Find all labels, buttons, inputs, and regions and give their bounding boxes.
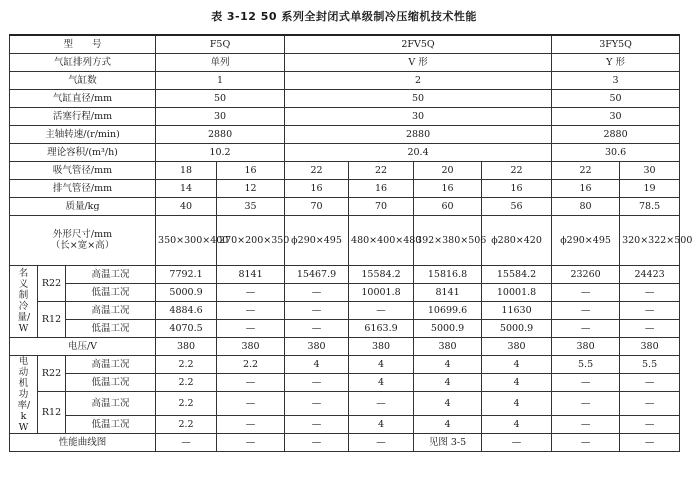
cell-value: 1 (156, 71, 285, 89)
cell-value: 56 (482, 197, 552, 215)
cell-value: — (217, 301, 285, 319)
cell-value: 380 (217, 337, 285, 355)
cell-value: 3 (552, 71, 680, 89)
cell-value: 2880 (285, 125, 552, 143)
condition-label: 低温工况 (66, 283, 156, 301)
cell-value: 16 (552, 179, 620, 197)
condition-label: 低温工况 (66, 415, 156, 433)
cell-value: 8141 (414, 283, 482, 301)
table-row (10, 265, 680, 283)
row-label: 质量/kg (10, 197, 156, 215)
table-row (10, 373, 680, 391)
cell-value: — (217, 415, 285, 433)
cell-value: 2.2 (217, 355, 285, 373)
cell-value: 35 (217, 197, 285, 215)
cell-value: — (552, 391, 620, 415)
cell-value: 380 (552, 337, 620, 355)
cell-value: 4 (414, 415, 482, 433)
cell-value: — (285, 301, 349, 319)
cell-value: 20 (414, 161, 482, 179)
cell-value: 5000.9 (414, 319, 482, 337)
cell-value: 4 (349, 355, 414, 373)
cell-value: 2880 (552, 125, 680, 143)
cell-value: 50 (552, 89, 680, 107)
cell-value: 16 (349, 179, 414, 197)
cell-value: 4 (414, 391, 482, 415)
cell-value: 4 (414, 355, 482, 373)
cell-value: 40 (156, 197, 217, 215)
cell-value: 78.5 (620, 197, 680, 215)
model-label: 型 号 (10, 35, 156, 53)
cell-value: 10001.8 (349, 283, 414, 301)
row-label: 气缸数 (10, 71, 156, 89)
cell-value: 4 (482, 391, 552, 415)
cell-value: — (552, 373, 620, 391)
cell-value: 16 (285, 179, 349, 197)
cell-value: 50 (156, 89, 285, 107)
cell-value: 5000.9 (156, 283, 217, 301)
cell-value: 50 (285, 89, 552, 107)
cell-value: — (285, 283, 349, 301)
cell-value: 4 (414, 373, 482, 391)
condition-label: 低温工况 (66, 373, 156, 391)
cell-value: 15584.2 (482, 265, 552, 283)
cell-value: 2880 (156, 125, 285, 143)
cell-value: — (620, 319, 680, 337)
cell-value: 320×322×500 (620, 215, 680, 265)
cell-value: 15467.9 (285, 265, 349, 283)
table-row (10, 197, 680, 215)
cell-value: 2.2 (156, 415, 217, 433)
cell-value: — (285, 319, 349, 337)
table-row (10, 143, 680, 161)
cell-value: Y 形 (552, 53, 680, 71)
condition-label: 高温工况 (66, 301, 156, 319)
table-row (10, 53, 680, 71)
cell-value: 2.2 (156, 373, 217, 391)
cell-value: 80 (552, 197, 620, 215)
cell-value: 380 (349, 337, 414, 355)
cell-value: 380 (414, 337, 482, 355)
refrigerant-label: R22 (38, 265, 66, 301)
cell-value: — (620, 391, 680, 415)
table-row (10, 71, 680, 89)
cell-value: 380 (620, 337, 680, 355)
cell-value: — (620, 373, 680, 391)
cell-value: 2.2 (156, 355, 217, 373)
cell-value: 11630 (482, 301, 552, 319)
cell-value: 30 (285, 107, 552, 125)
spec-table (9, 34, 692, 452)
table-row (10, 125, 680, 143)
capacity-label: 名义制冷量/W (10, 265, 38, 337)
cell-value: — (620, 301, 680, 319)
model-name: 3FY5Q (552, 35, 680, 53)
row-label: 理论容积/(m³/h) (10, 143, 156, 161)
cell-value: 30 (620, 161, 680, 179)
cell-value: 6163.9 (349, 319, 414, 337)
cell-value: 2 (285, 71, 552, 89)
condition-label: 高温工况 (66, 355, 156, 373)
cell-value: — (552, 283, 620, 301)
table-row (10, 391, 680, 415)
condition-label: 高温工况 (66, 391, 156, 415)
refrigerant-label: R12 (38, 391, 66, 433)
cell-value: 20.4 (285, 143, 552, 161)
cell-value: — (620, 283, 680, 301)
model-name: F5Q (156, 35, 285, 53)
cell-value: 2.2 (156, 391, 217, 415)
cell-value: — (349, 433, 414, 451)
cell-value: 单列 (156, 53, 285, 71)
condition-label: 低温工况 (66, 319, 156, 337)
table-row (10, 319, 680, 337)
table-row (10, 89, 680, 107)
cell-value: — (217, 433, 285, 451)
table-row (10, 179, 680, 197)
cell-value: 15584.2 (349, 265, 414, 283)
table-row (10, 107, 680, 125)
cell-value: 4 (349, 373, 414, 391)
cell-value: 12 (217, 179, 285, 197)
table-row (10, 161, 680, 179)
table-title: 表 3-12 50 系列全封闭式单级制冷压缩机技术性能 (211, 10, 477, 23)
cell-value: V 形 (285, 53, 552, 71)
row-label: 吸气管径/mm (10, 161, 156, 179)
row-label: 排气管径/mm (10, 179, 156, 197)
cell-value: 4 (482, 415, 552, 433)
cell-value: 10001.8 (482, 283, 552, 301)
cell-value: 70 (349, 197, 414, 215)
cell-value: 70 (285, 197, 349, 215)
row-label: 主轴转速/(r/min) (10, 125, 156, 143)
refrigerant-label: R12 (38, 301, 66, 337)
cell-value: 30 (156, 107, 285, 125)
cell-value: 380 (285, 337, 349, 355)
row-label: 活塞行程/mm (10, 107, 156, 125)
cell-value: 7792.1 (156, 265, 217, 283)
cell-value: 16 (217, 161, 285, 179)
cell-value: 270×200×350 (217, 215, 285, 265)
header-row (10, 35, 680, 53)
table-row (10, 283, 680, 301)
cell-value: 18 (156, 161, 217, 179)
table-row (10, 355, 680, 373)
cell-value: 15816.8 (414, 265, 482, 283)
row-label: 外形尺寸/mm （长×宽×高） (10, 215, 156, 265)
motor-label: 电动机功率/kW (10, 355, 38, 433)
curve-row (10, 433, 680, 451)
cell-value: 5.5 (620, 355, 680, 373)
cell-value: 4 (482, 355, 552, 373)
table-row (10, 301, 680, 319)
row-label: 电压/V (10, 337, 156, 355)
cell-value: — (349, 391, 414, 415)
cell-value: 5000.9 (482, 319, 552, 337)
cell-value: — (285, 391, 349, 415)
cell-value: 16 (414, 179, 482, 197)
cell-value: — (217, 283, 285, 301)
cell-value: — (217, 391, 285, 415)
cell-value: 4 (482, 373, 552, 391)
cell-value: — (482, 433, 552, 451)
cell-value: — (285, 433, 349, 451)
cell-value: — (285, 373, 349, 391)
cell-value: 19 (620, 179, 680, 197)
cell-value: 4884.6 (156, 301, 217, 319)
cell-value: 30.6 (552, 143, 680, 161)
row-label: 气缸直径/mm (10, 89, 156, 107)
cell-value: — (620, 433, 680, 451)
cell-value: 60 (414, 197, 482, 215)
cell-value: — (217, 319, 285, 337)
cell-value: 10699.6 (414, 301, 482, 319)
cell-value: 22 (482, 161, 552, 179)
refrigerant-label: R22 (38, 355, 66, 391)
cell-value: — (285, 415, 349, 433)
cell-value: 4 (349, 415, 414, 433)
cell-value: — (620, 415, 680, 433)
table-row (10, 415, 680, 433)
cell-value: ϕ290×495 (285, 215, 349, 265)
cell-value: 16 (482, 179, 552, 197)
cell-value: 5.5 (552, 355, 620, 373)
cell-value: 8141 (217, 265, 285, 283)
cell-value: — (552, 415, 620, 433)
condition-label: 高温工况 (66, 265, 156, 283)
cell-value: 22 (552, 161, 620, 179)
cell-value: 30 (552, 107, 680, 125)
cell-value: 380 (156, 337, 217, 355)
cell-value: 480×400×480 (349, 215, 414, 265)
cell-value: ϕ280×420 (482, 215, 552, 265)
cell-value: — (217, 373, 285, 391)
cell-value: — (552, 319, 620, 337)
cell-value: 380 (482, 337, 552, 355)
cell-value: 22 (349, 161, 414, 179)
row-label: 性能曲线图 (10, 433, 156, 451)
cell-value: 10.2 (156, 143, 285, 161)
cell-value: 4 (285, 355, 349, 373)
cell-value: ϕ290×495 (552, 215, 620, 265)
cell-value: — (552, 301, 620, 319)
cell-value: 4070.5 (156, 319, 217, 337)
row-label: 气缸排列方式 (10, 53, 156, 71)
cell-value: 24423 (620, 265, 680, 283)
cell-value: 14 (156, 179, 217, 197)
cell-value: 23260 (552, 265, 620, 283)
cell-value: 350×300×400 (156, 215, 217, 265)
voltage-row (10, 337, 680, 355)
cell-value: 392×380×506 (414, 215, 482, 265)
model-name: 2FV5Q (285, 35, 552, 53)
cell-value: 见图 3-5 (414, 433, 482, 451)
cell-value: — (349, 301, 414, 319)
dims-row (10, 215, 680, 265)
cell-value: 22 (285, 161, 349, 179)
cell-value: — (552, 433, 620, 451)
cell-value: — (156, 433, 217, 451)
